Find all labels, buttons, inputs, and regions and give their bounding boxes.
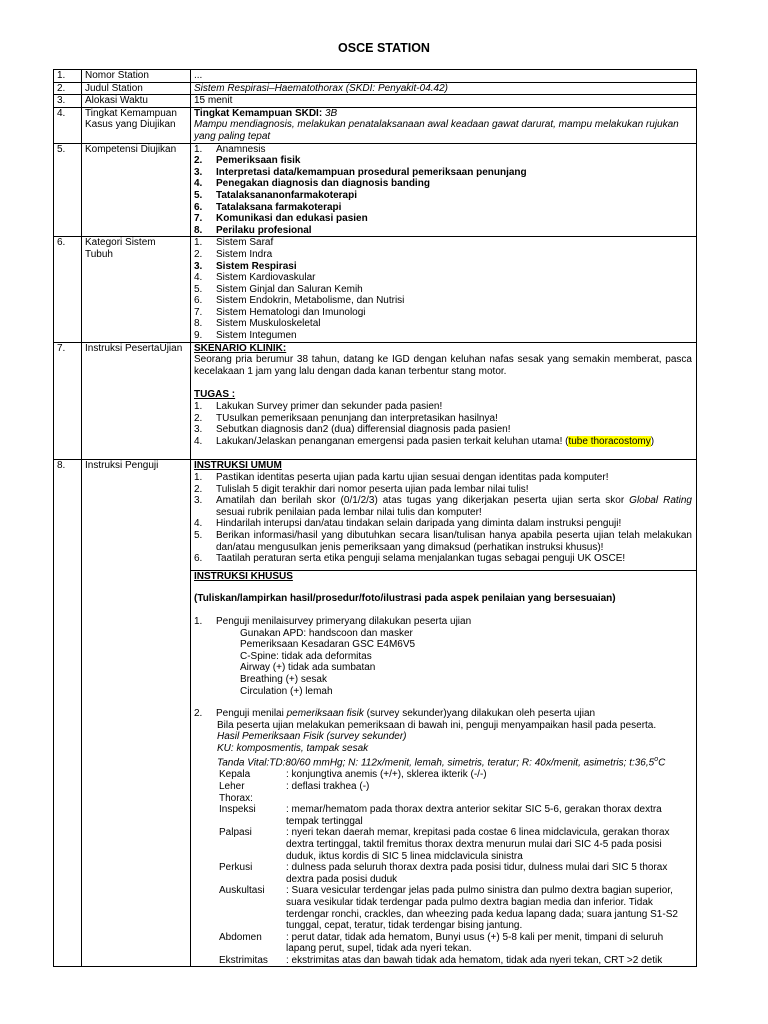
row-number: 1. xyxy=(54,70,82,83)
physical-exam-row xyxy=(194,932,692,955)
k2-text-italic: pemeriksaan fisik xyxy=(286,708,364,720)
body-system-item xyxy=(194,284,692,296)
list-text-main: Lakukan/Jelaskan penanganan emergensi pada pasien terkait keluhan utama! ( xyxy=(216,435,569,447)
list-text-main: Sistem Hematologi dan Imunologi xyxy=(216,306,366,318)
survey-primer-line: Breathing (+) sesak xyxy=(240,673,327,685)
physical-exam-row xyxy=(194,793,692,805)
instruksi-umum-item xyxy=(194,495,692,518)
list-number: 4. xyxy=(194,178,203,190)
tugas-item xyxy=(194,401,692,413)
physical-exam-key: Leher xyxy=(219,780,245,792)
list-number: 2. xyxy=(194,155,203,167)
list-number: 2. xyxy=(194,483,203,495)
row-value xyxy=(191,342,697,460)
tanda-vital-text: Tanda Vital:TD:80/60 mmHg; N: 112x/menit, lemah, simetris, teratur; R: 40x/menit, asimetris; t:36,5 xyxy=(217,757,655,769)
table-row-8 xyxy=(54,460,697,967)
list-number: 2. xyxy=(194,412,203,424)
row-number: 3. xyxy=(54,95,82,108)
list-text xyxy=(216,190,357,202)
list-number: 8. xyxy=(194,318,203,330)
physical-exam-row xyxy=(194,885,692,931)
list-text xyxy=(216,424,510,436)
row-number: 7. xyxy=(54,342,82,460)
body-system-item xyxy=(194,307,692,319)
list-number: 4. xyxy=(194,272,203,284)
list-text-main: Sistem Muskuloskeletal xyxy=(216,318,321,330)
list-number: 6. xyxy=(194,295,203,307)
list-text-main: Lakukan Survey primer dan sekunder pada pasien! xyxy=(216,401,443,413)
table-row-6 xyxy=(54,237,697,342)
degree-sup: o xyxy=(654,756,659,764)
tugas-heading: TUGAS : xyxy=(194,389,236,401)
survey-primer-line: Pemeriksaan Kesadaran GSC E4M6V5 xyxy=(240,639,416,651)
list-text-main: Tulislah 5 digit terakhir dari nomor peserta ujian pada lembar nilai tulis! xyxy=(216,483,529,495)
instruksi-khusus-section xyxy=(191,571,696,967)
list-number: 1. xyxy=(194,237,203,249)
physical-exam-key: Perkusi xyxy=(219,862,253,874)
list-text-end: ) xyxy=(650,435,655,447)
tugas-item xyxy=(194,413,692,425)
row-value: Sistem Respirasi–Haematothorax (SKDI: Penyakit-04.42) xyxy=(191,82,697,95)
khusus-item-1 xyxy=(194,616,692,628)
list-number: 9. xyxy=(194,330,203,342)
body-system-item xyxy=(194,249,692,261)
list-text xyxy=(216,295,404,307)
list-text-main: Komunikasi dan edukasi pasien xyxy=(216,213,368,225)
competency-item xyxy=(194,225,692,237)
instruksi-khusus-note: (Tuliskan/lampirkan hasil/prosedur/foto/ilustrasi pada aspek penilaian yang bersesuaian) xyxy=(194,593,616,605)
physical-exam-row xyxy=(194,827,692,862)
list-text-main: Sistem Endokrin, Metabolisme, dan Nutrisi xyxy=(216,295,405,307)
list-text xyxy=(216,167,527,179)
row-value: 15 menit xyxy=(191,95,697,108)
list-text-main: Pemeriksaan fisik xyxy=(216,155,301,167)
list-text-main: Tatalaksananonfarmakoterapi xyxy=(216,189,357,201)
skenario-text: Seorang pria berumur 38 tahun, datang ke IGD dengan keluhan nafas sesak yang semakin memberat, pasca kecelakaan 1 jam yang lalu dengan dada kanan terbentur stang motor. xyxy=(194,354,692,377)
list-number: 3. xyxy=(194,166,203,178)
body-system-item xyxy=(194,237,692,249)
list-text-main: Taatilah peraturan serta etika penguji selama menjalankan tugas sebagai penguji UK OSCE! xyxy=(216,553,626,565)
physical-exam-list xyxy=(194,769,692,966)
list-text xyxy=(216,518,621,530)
list-text xyxy=(216,330,297,342)
list-text-main: Hindarilah interupsi dan/atau tindakan selain daripada yang diminta dalam instruksi penguji! xyxy=(216,518,622,530)
list-text xyxy=(216,307,366,319)
instruksi-umum-item xyxy=(194,553,692,565)
list-text-main: Interpretasi data/kemampuan prosedural pemeriksaan penunjang xyxy=(216,166,527,178)
khusus-item-2 xyxy=(194,708,692,720)
instruksi-khusus-heading: INSTRUKSI KHUSUS xyxy=(194,570,293,582)
physical-exam-key: Auskultasi xyxy=(219,885,265,897)
row-number: 6. xyxy=(54,237,82,342)
instruksi-umum-item xyxy=(194,472,692,484)
physical-exam-row xyxy=(194,781,692,793)
table-row-3 xyxy=(54,95,697,108)
list-text-main: Sistem Saraf xyxy=(216,237,274,249)
list-number: 7. xyxy=(194,306,203,318)
list-number: 6. xyxy=(194,553,203,565)
list-number: 4. xyxy=(194,518,203,530)
row-number: 4. xyxy=(54,107,82,143)
list-text-italic: Global Rating xyxy=(629,495,692,507)
body-system-list xyxy=(191,237,697,342)
row-label: Instruksi Penguji xyxy=(82,460,191,967)
physical-exam-value: : nyeri tekan daerah memar, krepitasi pada costae 6 linea midclavicula, gerakan thorax dextra tertinggal, taktil fremitus thorax dextra menurun mulai dari SIC 4-5 pada posisi duduk, iktus kordis di SIC 5 linea midclavicula sinistra xyxy=(286,827,670,862)
list-text-main: Sistem Indra xyxy=(216,248,273,260)
tugas-item xyxy=(194,436,692,448)
list-text-main: Sistem Kardiovaskular xyxy=(216,272,316,284)
physical-exam-value: : dulness pada seluruh thorax dextra pada posisi tidur, dulness mulai dari SIC 5 thorax dextra pada posisi duduk xyxy=(286,862,668,885)
list-text xyxy=(216,553,625,565)
row-number: 8. xyxy=(54,460,82,967)
list-number: 2. xyxy=(194,248,203,260)
row-value xyxy=(191,107,697,143)
list-number: 1. xyxy=(194,472,203,483)
physical-exam-key: Kepala xyxy=(219,769,251,781)
list-text xyxy=(216,213,368,225)
table-row-2 xyxy=(54,82,697,95)
list-text-main: Penegakan diagnosis dan diagnosis banding xyxy=(216,178,430,190)
tugas-list xyxy=(194,401,692,447)
list-text-cont: sesuai rubrik penilaian pada lembar nilai tulis dan komputer! xyxy=(216,506,482,518)
body-system-item xyxy=(194,295,692,307)
survey-primer-line: Circulation (+) lemah xyxy=(240,685,333,697)
list-text-main: Amatilah dan berilah skor (0/1/2/3) atas tugas yang dikerjakan peserta ujian serta skor xyxy=(216,495,630,507)
row-label: Judul Station xyxy=(82,82,191,95)
list-number: 3. xyxy=(194,260,203,272)
competency-item xyxy=(194,178,692,190)
list-number: 1. xyxy=(194,401,203,413)
list-text-main: Sistem Integumen xyxy=(216,330,297,342)
physical-exam-row xyxy=(194,862,692,885)
list-number: 3. xyxy=(194,495,203,507)
table-row-5 xyxy=(54,143,697,237)
row-label: Nomor Station xyxy=(82,70,191,83)
physical-exam-value: : perut datar, tidak ada hematom, Bunyi usus (+) 5-8 kali per menit, timpani di seluruh lapang perut, supel, tidak ada nyeri tekan. xyxy=(286,931,664,955)
list-text xyxy=(216,401,442,413)
list-text xyxy=(216,178,430,190)
list-text-main: Sebutkan diagnosis dan2 (dua) differensial diagnosis pada pasien! xyxy=(216,424,511,436)
list-text-main: Tatalaksana farmakoterapi xyxy=(216,201,342,213)
row-label: Kompetensi Diujikan xyxy=(82,143,191,237)
physical-exam-value xyxy=(286,793,692,805)
physical-exam-key: Palpasi xyxy=(219,827,252,839)
list-text-main: Perilaku profesional xyxy=(216,224,312,236)
physical-exam-key: Ekstrimitas xyxy=(219,954,268,966)
list-text-main: Sistem Respirasi xyxy=(216,260,297,272)
instruksi-umum-item xyxy=(194,530,692,553)
physical-exam-value: : konjungtiva anemis (+/+), sklerea ikterik (-/-) xyxy=(286,769,487,781)
list-number: 5. xyxy=(194,189,203,201)
skenario-heading: SKENARIO KLINIK: xyxy=(194,342,287,354)
competency-list xyxy=(191,143,697,237)
instruksi-umum-list xyxy=(194,472,692,565)
khusus-item-number: 2. xyxy=(194,708,203,720)
body-system-item xyxy=(194,330,692,342)
list-text xyxy=(216,237,273,249)
list-text xyxy=(216,144,265,156)
competency-item xyxy=(194,167,692,179)
list-number: 7. xyxy=(194,213,203,225)
competency-item xyxy=(194,202,692,214)
list-text xyxy=(216,249,272,261)
table-row-7 xyxy=(54,342,697,460)
list-text xyxy=(216,284,363,296)
list-number: 8. xyxy=(194,224,203,236)
table-row-1 xyxy=(54,70,697,83)
instruksi-umum-section xyxy=(191,460,696,570)
skdi-description: Mampu mendiagnosis, melakukan penatalaksanaan awal keadaan gawat darurat, mampu melakukan rujukan yang paling tepat xyxy=(194,119,679,142)
highlighted-text: tube thoracostomy xyxy=(568,435,651,447)
competency-item xyxy=(194,144,692,156)
k2-hasil: Hasil Pemeriksaan Fisik (survey sekunder) xyxy=(217,731,407,743)
page-title: OSCE STATION xyxy=(338,41,430,55)
list-text-main: Anamnesis xyxy=(216,143,266,155)
k2-tanda-vital xyxy=(194,754,692,769)
list-number: 5. xyxy=(194,529,203,541)
physical-exam-value: : memar/hematom pada thorax dextra anterior sekitar SIC 5-6, gerakan thorax dextra tempak tertinggal xyxy=(286,804,662,827)
list-number: 5. xyxy=(194,283,203,295)
list-number: 6. xyxy=(194,201,203,213)
body-system-item xyxy=(194,272,692,284)
list-number: 1. xyxy=(194,143,203,155)
survey-primer-line: Airway (+) tidak ada sumbatan xyxy=(240,662,376,674)
list-text-main: Berikan informasi/hasil yang dibutuhkan secara lisan/tulisan hanya apabila peserta ujian telah melakukan dan/atau mengusulkan jenis pemeriksaan yang dimaksud (perhatikan instruksi khusus)! xyxy=(216,529,692,553)
list-text xyxy=(216,261,297,273)
list-text xyxy=(216,225,312,237)
instruksi-umum-item xyxy=(194,518,692,530)
row-label: Instruksi PesertaUjian xyxy=(82,342,191,460)
instruksi-umum-heading: INSTRUKSI UMUM xyxy=(194,460,282,472)
k2-text-post: (survey sekunder)yang dilakukan oleh peserta ujian xyxy=(363,708,596,720)
list-text xyxy=(216,436,654,448)
row-label: Alokasi Waktu xyxy=(82,95,191,108)
skdi-heading xyxy=(194,108,692,120)
list-number: 4. xyxy=(194,435,203,447)
survey-primer-line: C-Spine: tidak ada deformitas xyxy=(240,650,372,662)
list-text-main: Sistem Ginjal dan Saluran Kemih xyxy=(216,283,363,295)
list-text xyxy=(216,413,498,425)
physical-exam-value: : ekstrimitas atas dan bawah tidak ada hematom, tidak ada nyeri tekan, CRT >2 detik xyxy=(286,954,663,966)
skdi-level: 3B xyxy=(324,107,338,119)
row-number: 2. xyxy=(54,82,82,95)
list-text xyxy=(216,472,608,484)
instruksi-umum-item xyxy=(194,484,692,496)
list-number: 3. xyxy=(194,424,203,436)
list-text xyxy=(216,495,692,518)
competency-item xyxy=(194,213,692,225)
competency-item xyxy=(194,155,692,167)
survey-primer-lines xyxy=(194,628,692,698)
list-text xyxy=(216,155,301,167)
physical-exam-row xyxy=(194,804,692,827)
physical-exam-key: Inspeksi xyxy=(219,804,256,816)
list-text xyxy=(216,318,320,330)
survey-primer-line: Gunakan APD: handscoon dan masker xyxy=(240,627,413,639)
list-text xyxy=(216,484,529,496)
physical-exam-row xyxy=(194,955,692,967)
body-system-item xyxy=(194,318,692,330)
k2-line2: Bila peserta ujian melakukan pemeriksaan di bawah ini, penguji menyampaikan hasil pada peserta. xyxy=(217,719,657,731)
row-label: Tingkat Kemampuan Kasus yang Diujikan xyxy=(82,107,191,143)
tanda-vital-unit: C xyxy=(658,757,666,769)
body-system-item xyxy=(194,261,692,273)
list-text xyxy=(216,272,315,284)
row-value: ... xyxy=(191,70,697,83)
physical-exam-key: Thorax: xyxy=(219,792,253,804)
khusus-item-text: Penguji menilaisurvey primeryang dilakukan peserta ujian xyxy=(216,615,472,627)
list-text xyxy=(216,202,341,214)
row-label: Kategori Sistem Tubuh xyxy=(82,237,191,342)
physical-exam-key: Abdomen xyxy=(219,931,262,943)
physical-exam-row xyxy=(194,769,692,781)
tugas-item xyxy=(194,424,692,436)
physical-exam-value: : Suara vesicular terdengar jelas pada pulmo sinistra dan pulmo dextra bagian superior, suara vesikular tidak terdengar pada pulmo dextra bagian media dan inferior. Tidak terdengar ronchi, crackles, dan wheezing pada kedua lapang dada; suara jantung S1-S2 tunggal, cepat, teratur, tidak terdengar bising jantung. xyxy=(286,885,678,932)
list-text-main: Pastikan identitas peserta ujian pada kartu ujian sesuai dengan identitas pada komputer! xyxy=(216,472,609,483)
list-text xyxy=(216,530,692,553)
osce-table xyxy=(53,69,697,987)
competency-item xyxy=(194,190,692,202)
table-row-4 xyxy=(54,107,697,143)
row-number: 5. xyxy=(54,143,82,237)
physical-exam-value: : deflasi trakhea (-) xyxy=(286,780,370,792)
k2-ku: KU: komposmentis, tampak sesak xyxy=(217,742,369,754)
khusus-item-number: 1. xyxy=(194,615,203,627)
skdi-heading-label: Tingkat Kemampuan SKDI: xyxy=(194,107,323,119)
list-text-main: TUsulkan pemeriksaan penunjang dan interpretasikan hasilnya! xyxy=(216,412,498,424)
k2-text-pre: Penguji menilai xyxy=(216,708,287,720)
